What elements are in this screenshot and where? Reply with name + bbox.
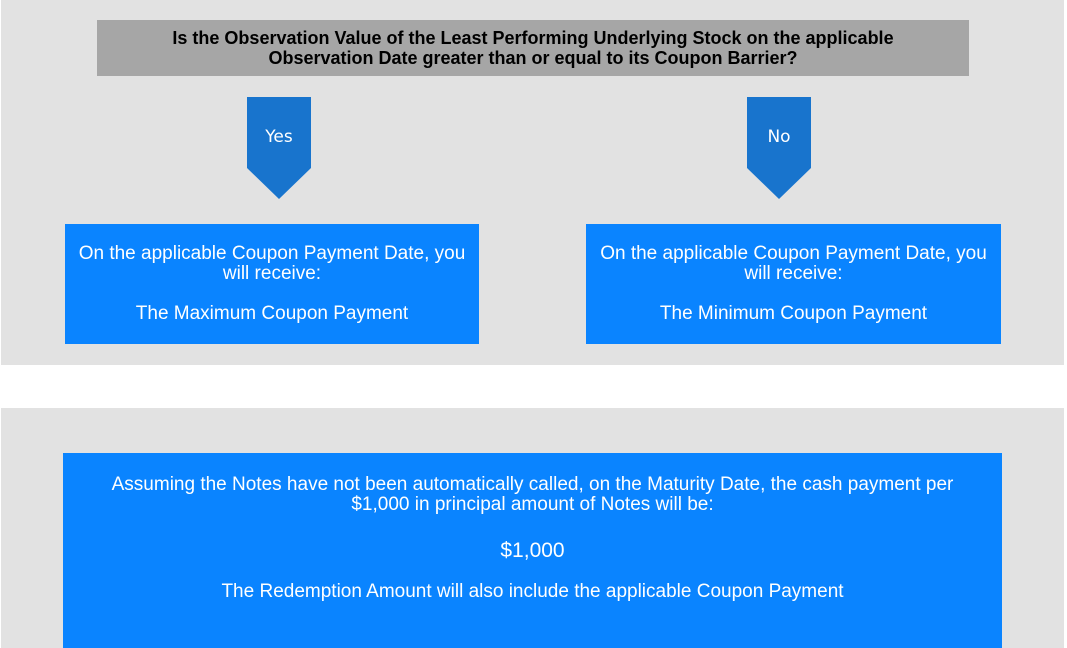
yes-outcome-result: The Maximum Coupon Payment <box>135 303 409 324</box>
down-arrow-icon <box>747 97 811 199</box>
question-line-1: Is the Observation Value of the Least Performing Underlying Stock on the applicable <box>172 28 894 48</box>
yes-arrow <box>247 97 311 199</box>
maturity-box <box>63 453 1002 648</box>
no-outcome-result: The Minimum Coupon Payment <box>659 303 928 324</box>
no-label: No <box>767 127 791 147</box>
no-outcome-box <box>586 224 1001 344</box>
no-outcome-line-2: will receive: <box>744 263 843 284</box>
yes-outcome-box <box>65 224 479 344</box>
maturity-line-2: $1,000 in principal amount of Notes will be: <box>351 494 714 515</box>
maturity-line-1: Assuming the Notes have not been automatically called, on the Maturity Date, the cash payment per <box>111 474 954 495</box>
maturity-amount: $1,000 <box>500 539 565 562</box>
yes-outcome-line-1: On the applicable Coupon Payment Date, you <box>78 243 466 264</box>
down-arrow-icon <box>247 97 311 199</box>
yes-label: Yes <box>265 127 293 147</box>
no-outcome-line-1: On the applicable Coupon Payment Date, you <box>600 243 987 264</box>
maturity-note: The Redemption Amount will also include the applicable Coupon Payment <box>221 581 844 602</box>
no-arrow <box>747 97 811 199</box>
yes-outcome-line-2: will receive: <box>222 263 322 284</box>
question-box <box>97 20 969 76</box>
question-line-2: Observation Date greater than or equal to its Coupon Barrier? <box>268 48 798 68</box>
